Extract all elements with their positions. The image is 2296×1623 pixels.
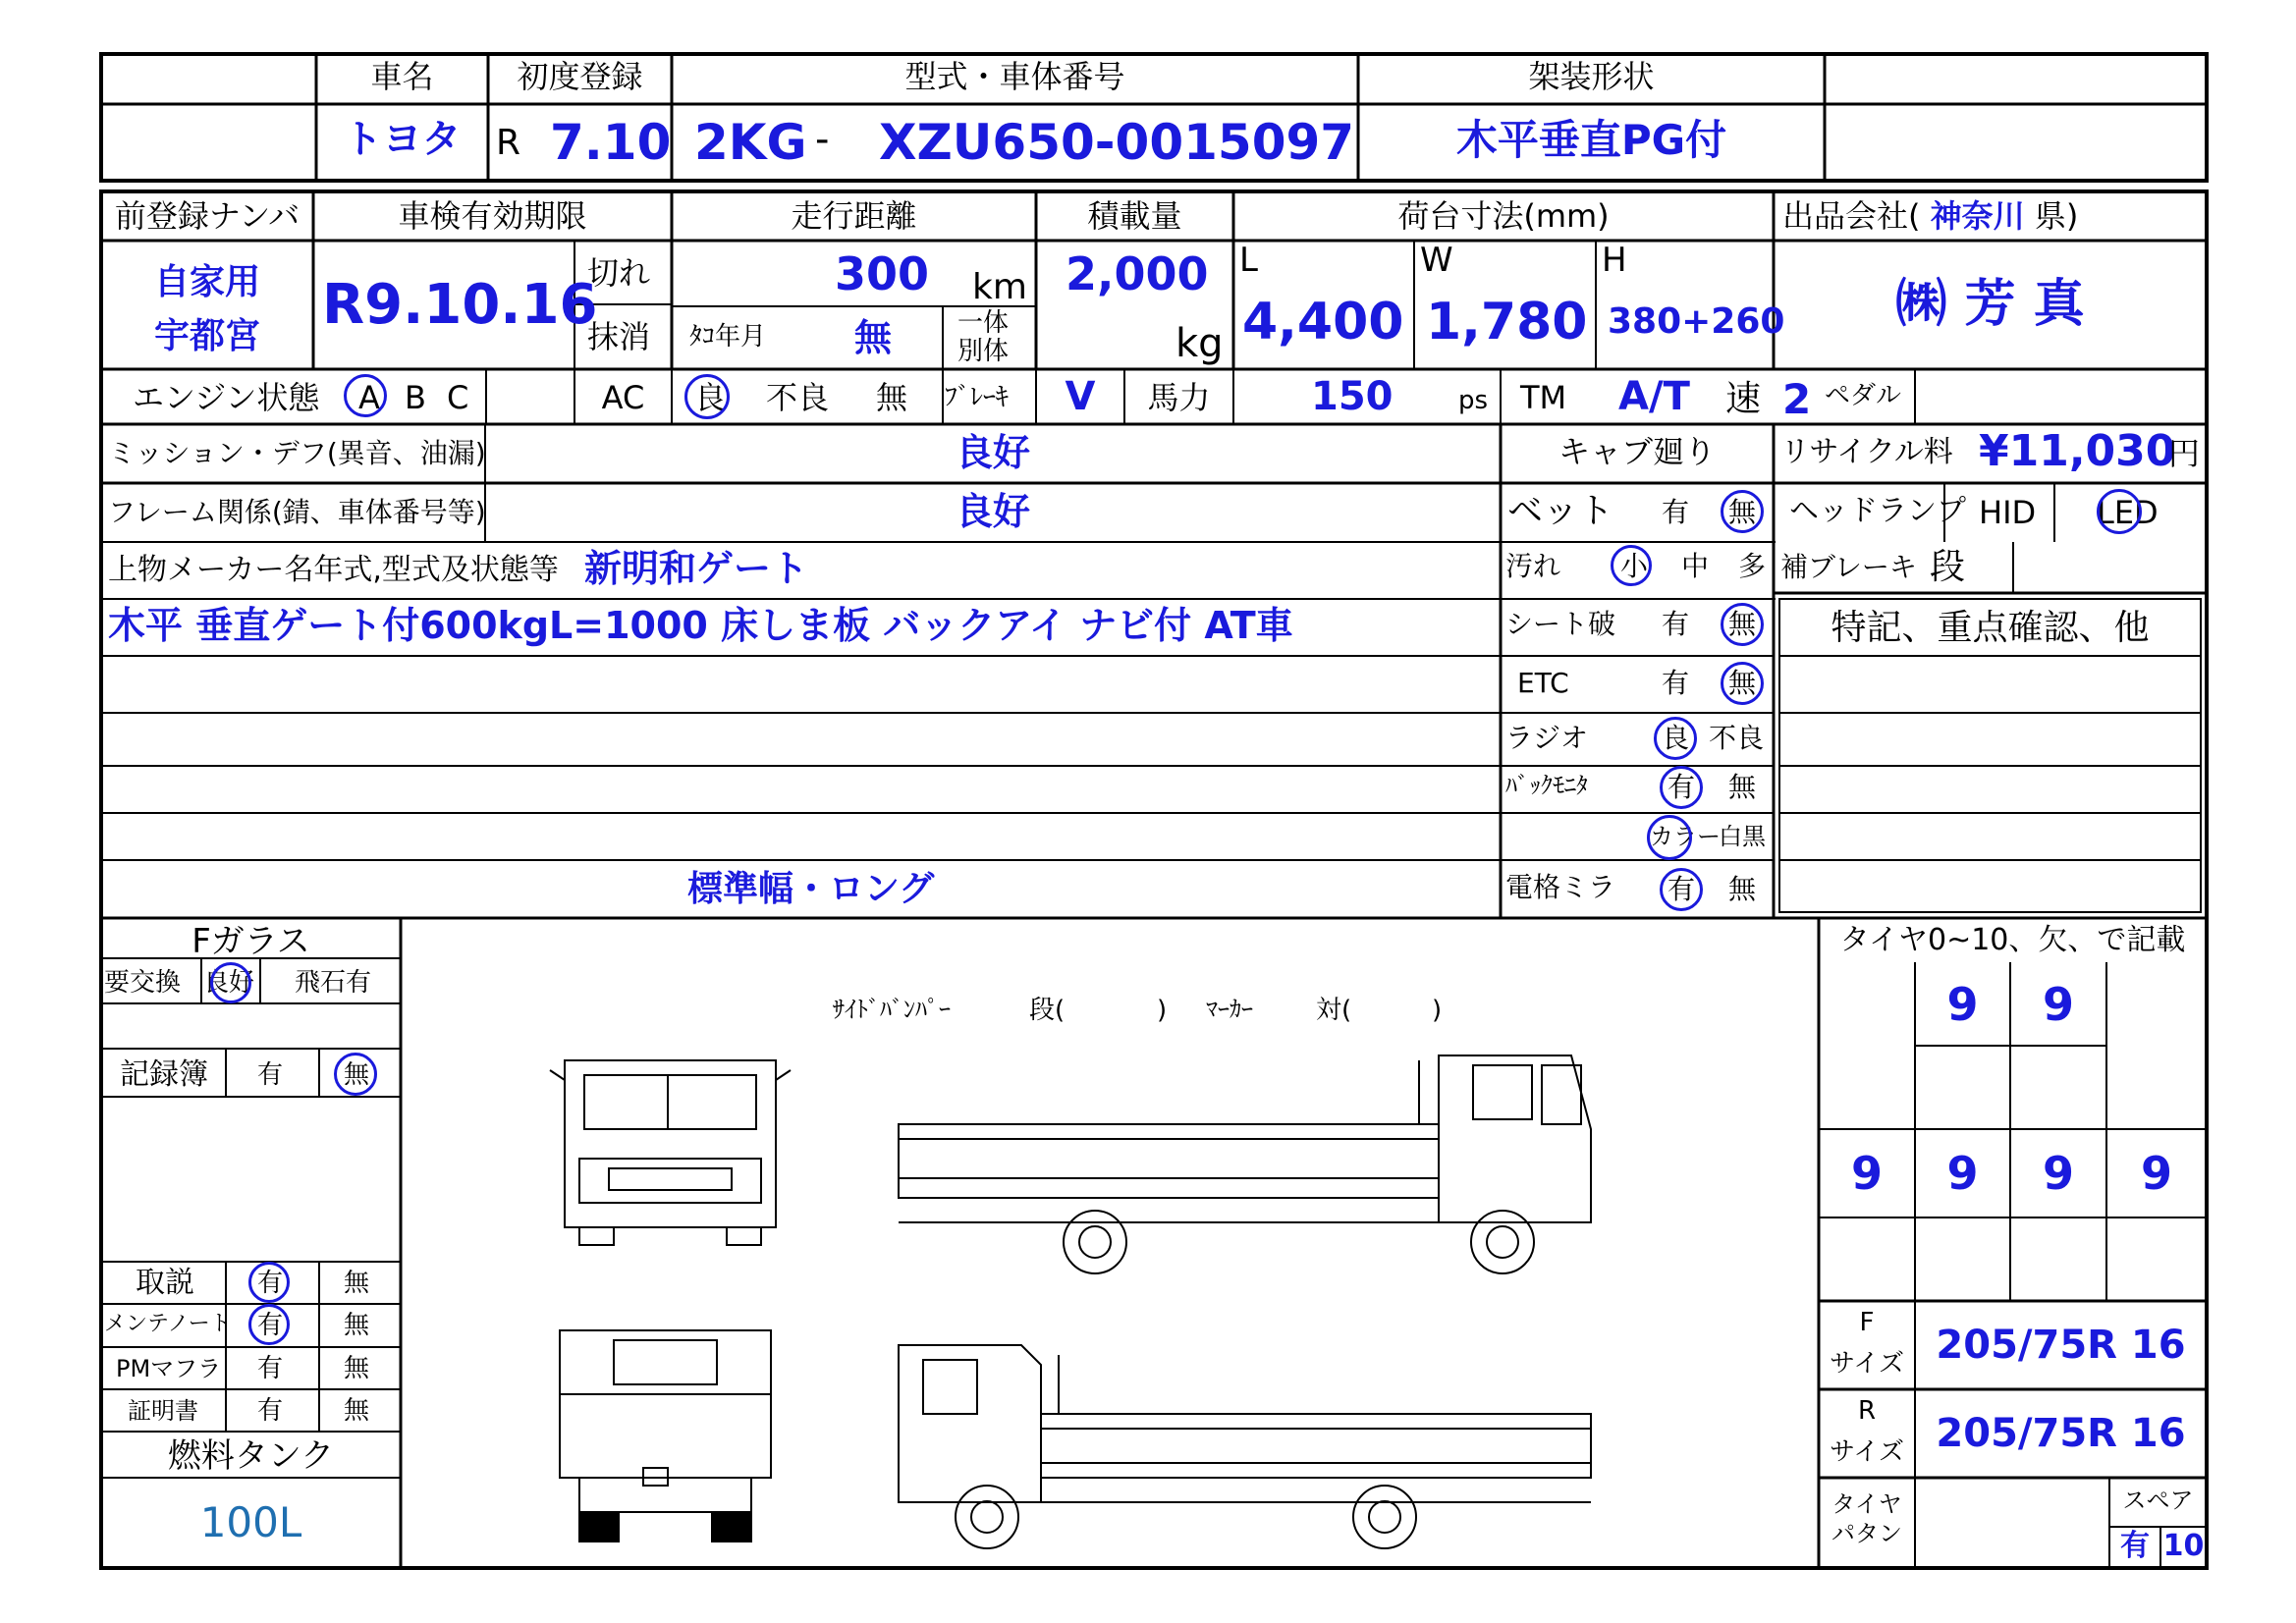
tire-front-right: 9 [2042,978,2074,1031]
brake-label: ﾌﾞﾚｰｷ [945,383,1010,412]
mileage-label: 走行距離 [791,197,917,235]
radio-good-circle [1654,717,1697,760]
seller-label: 出品会社( 神奈川 県) [1782,197,2079,235]
tire-rear-1: 9 [1850,1147,1883,1200]
seat-no-circle [1721,603,1764,646]
ac-none: 無 [876,379,908,416]
load-label: 積載量 [1087,197,1182,235]
recycle-fee: ¥11,030 [1979,426,2176,476]
chassis-no: XZU650-0015097 [879,114,1355,171]
tire-pattern-label-a: タイヤ [1831,1490,1902,1518]
frame-label: フレーム関係(錆、車体番号等) [108,496,486,528]
bed-yes: 有 [1662,496,1690,528]
mirror-yes: 有 [1667,873,1696,905]
prev-plate-label: 前登録ナンバ [114,197,301,235]
bed-height: 380+260 [1608,301,1785,342]
model-code: 2KG [694,114,807,171]
bed-no-circle [1721,490,1764,533]
aux-brake-label: 補ブレーキ [1780,551,1917,583]
ac-good-circle [684,374,730,419]
mirror-yes-circle [1660,868,1703,911]
mirror-label: 電格ミラ [1505,871,1616,903]
body-type: 木平垂直PG付 [1455,116,1727,164]
etc-label: ETC [1517,667,1569,699]
radio-good: 良 [1662,722,1690,754]
kg-unit: kg [1175,321,1224,366]
spare-tread: 10 [2162,1529,2205,1563]
tire-pattern-label-b: パタン [1831,1520,1902,1547]
ac-label: AC [601,379,645,416]
notes-line-1: 木平 垂直ゲート付600kgL=1000 床しま板 バックアイ ナビ付 AT車 [108,604,1293,647]
first-reg: 7.10 [550,114,672,171]
bed-length: 4,400 [1242,293,1404,352]
km-unit: km [972,267,1027,307]
manual-yes: 有 [257,1269,284,1298]
maint-note-no: 無 [344,1311,370,1340]
led-circle [2097,489,2142,534]
hp-value: 150 [1311,374,1394,419]
color-circle [1647,815,1692,860]
inspection-label: 車検有効期限 [398,197,587,235]
aux-brake-value: 段 [1930,547,1966,587]
ps-unit: ps [1458,386,1489,415]
model-label: 型式・車体番号 [904,58,1125,95]
maint-note-yes-circle [248,1304,290,1345]
fglass-chip: 飛石有 [295,968,372,998]
front-tire-size: 205/75R 16 [1936,1323,2186,1368]
load-value: 2,000 [1066,247,1209,300]
recycle-label: リサイクル料 [1780,435,1953,469]
body-maker: 新明和ゲート [584,547,809,590]
truck-side-view-right [899,1055,1591,1273]
length-label: L [1239,241,1258,280]
pm-muffler-yes: 有 [257,1354,284,1383]
manual-yes-circle [248,1262,290,1303]
etc-no-circle [1721,662,1764,705]
ittai-label: 一体 [957,308,1010,338]
pm-muffler-no: 無 [344,1354,370,1383]
tacho-value: 無 [854,316,893,359]
mileage: 300 [835,247,930,300]
engine-label: エンジン状態 [133,379,320,416]
marker-close: ) [1432,996,1443,1025]
seat-yes: 有 [1662,608,1690,640]
frame-value: 良好 [955,490,1030,533]
radio-label: ラジオ [1505,722,1589,754]
height-label: H [1602,241,1627,280]
mirror-no: 無 [1728,873,1757,905]
rear-tire-size: 205/75R 16 [1936,1411,2186,1456]
spare-label: スペア [2122,1487,2194,1514]
fglass-replace: 要交換 [104,968,182,998]
pedal-label: ペダル [1825,381,1902,410]
pedal-value: 2 [1782,375,1812,423]
yen-unit: 円 [2168,435,2201,472]
record-book-no-circle [334,1053,377,1096]
side-bumper-label: ｻｲﾄﾞﾊﾞﾝﾊﾟｰ [833,996,951,1023]
tacho-label: ﾀｺ年月 [689,322,767,352]
ac-good: 良 [694,379,727,416]
etc-no: 無 [1728,667,1757,699]
bed-size-label: 荷台寸法(mm) [1397,197,1610,235]
pm-muffler-label: PMマフラ [116,1355,222,1382]
rear-size-letter: R [1857,1396,1877,1426]
front-size-letter: F [1859,1308,1875,1337]
special-notes-label: 特記、重点確認、他 [1831,608,2150,648]
fuel-tank-value: 100L [199,1498,302,1546]
hp-label: 馬力 [1147,379,1211,416]
spare-present: 有 [2120,1529,2150,1563]
plate-region: 宇都宮 [153,316,260,356]
rear-size-label: サイズ [1830,1437,1904,1467]
color-option: カラー [1650,823,1721,850]
speed-label: 速 [1725,379,1762,419]
bed-label: ベット [1507,491,1614,531]
engine-grade-c: C [447,379,469,416]
fuel-tank-label: 燃料タンク [167,1436,335,1476]
mono-option: 白黒 [1719,823,1766,850]
notes-line-6: 標準幅・ロング [687,869,935,909]
mission-label: ミッション・デフ(異音、油漏) [108,437,486,469]
dirt-label: 汚れ [1505,550,1561,582]
certificate-yes: 有 [257,1396,284,1426]
tm-value: A/T [1618,374,1690,419]
dirt-many: 多 [1738,550,1767,582]
era: R [496,123,521,163]
truck-rear-view [560,1330,771,1542]
betsutai-label: 別体 [957,337,1010,366]
model-dash: - [815,117,830,162]
engine-grade-a: A [358,379,380,416]
tire-rear-3: 9 [2042,1147,2074,1200]
backmon-no: 無 [1728,771,1757,803]
seat-no: 無 [1728,608,1757,640]
fglass-label: Fガラス [191,922,310,961]
backmon-yes-circle [1660,766,1703,809]
inspection-date: R9.10.16 [322,273,598,337]
certificate-no: 無 [344,1396,370,1426]
engine-grade-b: B [405,379,426,416]
tire-heading: タイヤ0~10、欠、で記載 [1839,923,2186,957]
tm-label: TM [1520,379,1567,416]
truck-side-view-left [899,1345,1591,1548]
backmon-label: ﾊﾞｯｸﾓﾆﾀ [1505,772,1588,799]
manual-no: 無 [344,1269,370,1298]
engine-grade-circle [344,374,387,417]
bed-no: 無 [1728,496,1757,528]
fglass-good: 良好 [203,968,255,998]
seller-prefecture: 神奈川 [1930,197,2025,235]
bed-width: 1,780 [1426,293,1588,352]
maint-note-label: メンテノート [104,1312,232,1336]
etc-yes: 有 [1662,667,1690,699]
expired-label: 切れ [587,254,651,292]
dirt-mid: 中 [1681,550,1710,582]
radio-bad: 不良 [1709,722,1765,754]
first-reg-label: 初度登録 [517,58,643,95]
dirt-small: 小 [1620,550,1649,582]
backmon-yes: 有 [1667,771,1696,803]
car-name: トヨタ [343,117,462,162]
tire-front-left: 9 [1946,978,1979,1031]
side-bumper-close: ) [1157,996,1168,1025]
car-name-label: 車名 [370,58,434,95]
cancelled-label: 抹消 [587,318,651,355]
mission-value: 良好 [955,431,1030,474]
side-bumper-count: 段( [1029,996,1066,1025]
body-maker-label: 上物メーカー名年式,型式及状態等 [108,553,559,587]
hid-option: HID [1979,494,2037,531]
tire-rear-2: 9 [1946,1147,1979,1200]
body-label: 架装形状 [1528,58,1655,95]
ac-bad: 不良 [766,379,830,416]
dirt-small-circle [1611,545,1652,586]
record-book-yes: 有 [257,1060,284,1090]
front-size-label: サイズ [1830,1349,1904,1379]
led-option: LED [2097,494,2159,531]
plate-type: 自家用 [153,262,260,302]
seat-label: シート破 [1505,608,1616,640]
cab-label: キャブ廻り [1558,433,1716,470]
record-book-label: 記録簿 [120,1057,208,1092]
maint-note-yes: 有 [257,1311,284,1340]
truck-front-view [550,1060,791,1245]
width-label: W [1420,241,1453,280]
certificate-label: 証明書 [128,1397,198,1425]
manual-label: 取説 [136,1266,194,1300]
marker-count: 対( [1316,996,1352,1025]
fglass-good-circle [210,962,251,1003]
tire-rear-4: 9 [2140,1147,2172,1200]
seller-name: ㈱ 芳 真 [1895,275,2085,334]
marker-label: ﾏｰｶｰ [1206,996,1253,1023]
record-book-no: 無 [344,1060,370,1090]
headlamp-label: ヘッドランプ [1789,494,1966,528]
brake-value: V [1065,374,1096,419]
